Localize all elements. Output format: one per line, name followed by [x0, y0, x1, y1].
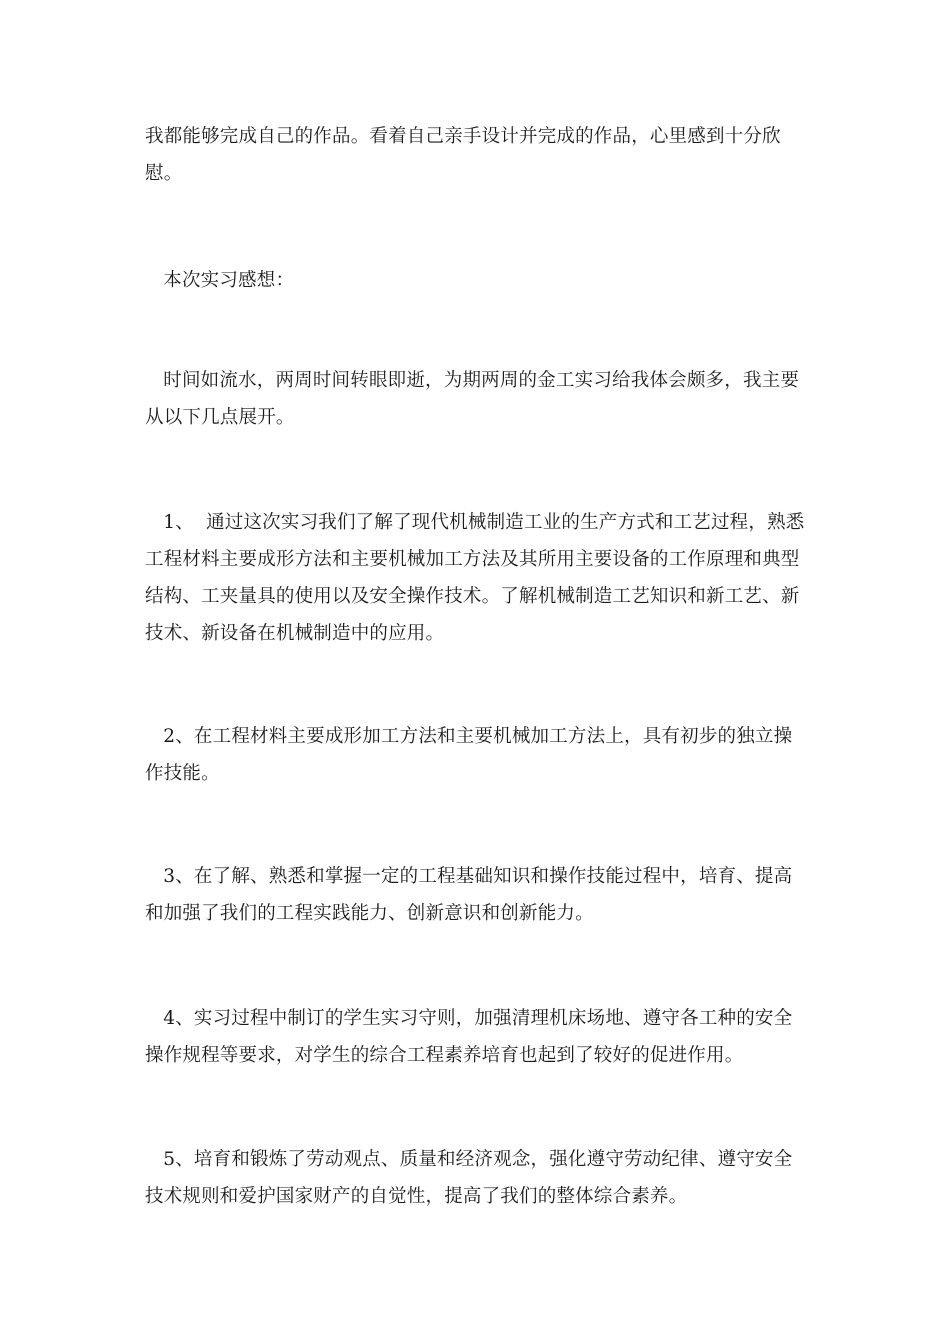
- paragraph-point-2: 2、在工程材料主要成形加工方法和主要机械加工方法上，具有初步的独立操作技能。: [145, 726, 793, 784]
- paragraph-intro: 时间如流水，两周时间转眼即逝，为期两周的金工实习给我体会颇多，我主要从以下几点展开。: [145, 370, 800, 428]
- heading-internship-reflections: 本次实习感想：: [145, 270, 295, 291]
- paragraph-point-1: 1、 通过这次实习我们了解了现代机械制造工业的生产方式和工艺过程，熟悉工程材料主要成形方法和主要机械加工方法及其所用主要设备的工作原理和典型结构、工夹量具的使用以及安全操作技术。了解机械制造工艺知识和新工艺、新技术、新设备在机械制造中的应用。: [145, 512, 805, 644]
- paragraph-point-3: 3、在了解、熟悉和掌握一定的工程基础知识和操作技能过程中，培育、提高和加强了我们的工程实践能力、创新意识和创新能力。: [145, 866, 793, 924]
- paragraph-work-completion: 我都能够完成自己的作品。看着自己亲手设计并完成的作品，心里感到十分欣慰。: [145, 126, 781, 184]
- paragraph-point-4: 4、实习过程中制订的学生实习守则，加强清理机床场地、遵守各工种的安全操作规程等要求，对学生的综合工程素养培育也起到了较好的促进作用。: [145, 1008, 793, 1066]
- paragraph-point-5: 5、培育和锻炼了劳动观点、质量和经济观念，强化遵守劳动纪律、遵守安全技术规则和爱护国家财产的自觉性，提高了我们的整体综合素养。: [145, 1149, 793, 1207]
